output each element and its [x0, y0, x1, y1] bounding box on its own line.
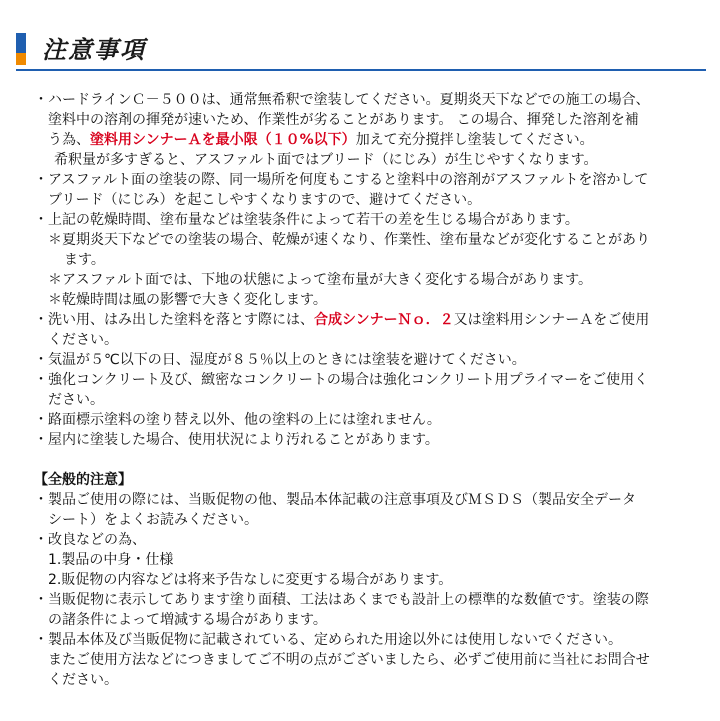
title-accent-bar	[16, 33, 26, 65]
page-title: 注意事項	[42, 36, 146, 64]
note-line: ・強化コンクリート及び、緻密なコンクリートの場合は強化コンクリート用プライマーをご使用く	[34, 372, 649, 388]
note-line: ・屋内に塗装した場合、使用状況により汚れることがあります。	[34, 432, 439, 448]
title-underline	[16, 69, 706, 71]
note-line: またご使用方法などにつきましてご不明の点がございましたら、必ずご使用前に当社にお問合せ	[48, 652, 650, 668]
title-accent-blue	[16, 33, 26, 53]
note-line: の諸条件によって増減する場合があります。	[48, 612, 327, 628]
note-line: ・ハードラインＣ－５００は、通常無希釈で塗装してください。夏期炎天下などでの施工の場合、	[34, 92, 650, 108]
note-line: 希釈量が多すぎると、アスファルト面ではブリード（にじみ）が生じやすくなります。	[54, 152, 598, 168]
note-line-with-highlight	[34, 130, 698, 150]
note-line: ＊乾燥時間は風の影響で大きく変化します。	[48, 292, 327, 308]
note-line: ・製品本体及び当販促物に記載されている、定められた用途以外には使用しないでください。	[34, 632, 622, 648]
note-line: ・製品ご使用の際には、当販促物の他、製品本体記載の注意事項及びＭＳＤＳ（製品安全データ	[34, 492, 636, 508]
note-line: シート）をよくお読みください。	[48, 512, 258, 528]
note-text: ・洗い用、はみ出した塗料を落とす際には、	[34, 312, 314, 328]
note-line: ださい。	[48, 392, 104, 408]
note-line: ＊アスファルト面では、下地の状態によって塗布量が大きく変化する場合があります。	[48, 272, 593, 288]
thinner-highlight: 塗料用シンナーＡを最小限（１０%以下）	[90, 132, 356, 148]
note-line: ください。	[48, 672, 118, 688]
title-accent-orange	[16, 53, 26, 65]
section-heading: 【全般的注意】	[34, 472, 132, 488]
notes-content	[34, 90, 698, 690]
note-text: う為、	[48, 132, 90, 148]
note-line: 塗料中の溶剤の揮発が速いため、作業性が劣ることがあります。 この場合、揮発した溶剤を補	[48, 112, 639, 128]
note-line: ・気温が５℃以下の日、湿度が８５％以上のときには塗装を避けてください。	[34, 352, 526, 368]
thinner-highlight: 合成シンナーＮｏ．２	[314, 312, 454, 328]
note-text: 加えて充分撹拌し塗装してください。	[355, 132, 594, 148]
note-line: ・路面標示塗料の塗り替え以外、他の塗料の上には塗れません。	[34, 412, 441, 428]
note-line: ＊夏期炎天下などでの塗装の場合、乾燥が速くなり、作業性、塗布量などが変化することがあり	[48, 232, 650, 248]
note-line-with-highlight	[34, 310, 698, 330]
note-line: ブリード（にじみ）を起こしやすくなりますので、避けてください。	[48, 192, 482, 208]
note-line: ・上記の乾燥時間、塗布量などは塗装条件によって若干の差を生じる場合があります。	[34, 212, 579, 228]
note-line: ください。	[48, 332, 118, 348]
note-line: 1.製品の中身・仕様	[48, 552, 174, 568]
note-line: ・アスファルト面の塗装の際、同一場所を何度もこすると塗料中の溶剤がアスファルトを溶かして	[34, 172, 649, 188]
note-line: ・当販促物に表示してあります塗り面積、工法はあくまでも設計上の標準的な数値です。塗装の際	[34, 592, 649, 608]
note-line: 2.販促物の内容などは将来予告なしに変更する場合があります。	[48, 572, 453, 588]
note-text: 又は塗料用シンナーＡをご使用	[453, 312, 650, 328]
spacer	[34, 450, 698, 470]
note-line: ます。	[64, 252, 105, 268]
note-line: ・改良などの為、	[34, 532, 146, 548]
